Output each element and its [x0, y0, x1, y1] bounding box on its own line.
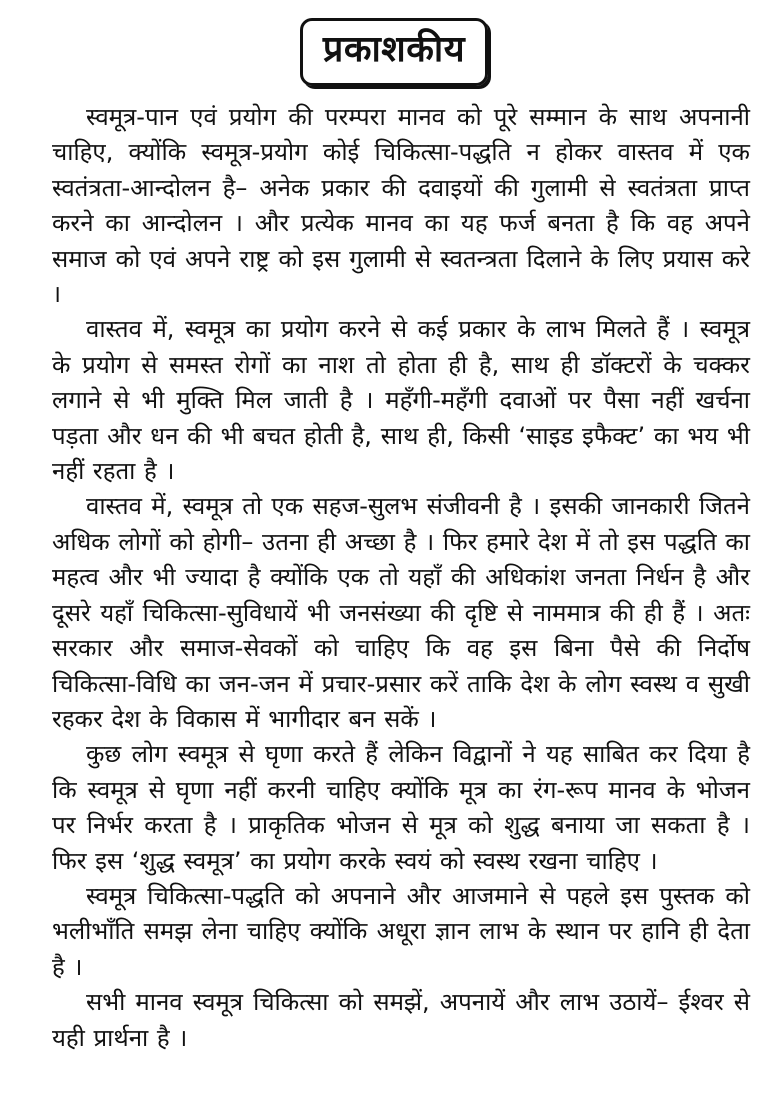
paragraph-2: वास्तव में, स्वमूत्र का प्रयोग करने से कई प्रकार के लाभ मिलते हैं । स्वमूत्र के प्रयोग से समस्त रोगों का नाश तो होता ही है, साथ ही डॉक्टरों के चक्कर लगाने से भी मुक्ति मिल जाती है । महँगी-महँगी दवाओं पर पैसा नहीं खर्चना पड़ता और धन की भी बचत होती है, साथ ही, किसी ‘साइड इफैक्ट’ का भय भी नहीं रहता है ।: [52, 315, 750, 486]
body-text: [52, 100, 750, 1056]
title-wrapper: [52, 18, 750, 90]
paragraph-6: सभी मानव स्वमूत्र चिकित्सा को समझें, अपनायें और लाभ उठायें– ईश्वर से यही प्रार्थना है ।: [52, 988, 750, 1052]
paragraph-3: वास्तव में, स्वमूत्र तो एक सहज-सुलभ संजीवनी है । इसकी जानकारी जितने अधिक लोगों को होगी– उतना ही अच्छा है । फिर हमारे देश में तो इस पद्धति का महत्व और भी ज्यादा है क्योंकि एक तो यहाँ की अधिकांश जनता निर्धन है और दूसरे यहाँ चिकित्सा-सुविधायें भी जनसंख्या की दृष्टि से नाममात्र की ही हैं । अतः सरकार और समाज-सेवकों को चाहिए कि वह इस बिना पैसे की निर्दोष चिकित्सा-विधि का जन-जन में प्रचार-प्रसार करें ताकि देश के लोग स्वस्थ व सुखी रहकर देश के विकास में भागीदार बन सकें ।: [52, 492, 750, 733]
paragraph-4: कुछ लोग स्वमूत्र से घृणा करते हैं लेकिन विद्वानों ने यह साबित कर दिया है कि स्वमूत्र से घृणा नहीं करनी चाहिए क्योंकि मूत्र का रंग-रूप मानव के भोजन पर निर्भर करता है । प्राकृतिक भोजन से मूत्र को शुद्ध बनाया जा सकता है । फिर इस ‘शुद्ध स्वमूत्र’ का प्रयोग करके स्वयं को स्वस्थ रखना चाहिए ।: [52, 740, 750, 875]
page-title: प्रकाशकीय: [300, 18, 488, 86]
paragraph-5: स्वमूत्र चिकित्सा-पद्धति को अपनाने और आजमाने से पहले इस पुस्तक को भलीभाँति समझ लेना चाहिए क्योंकि अधूरा ज्ञान लाभ के स्थान पर हानि ही देता है ।: [52, 881, 750, 981]
paragraph-1: स्वमूत्र-पान एवं प्रयोग की परम्परा मानव को पूरे सम्मान के साथ अपनानी चाहिए, क्योंकि स्वमूत्र-प्रयोग कोई चिकित्सा-पद्धति न होकर वास्तव में एक स्वतंत्रता-आन्दोलन है– अनेक प्रकार की दवाइयों की गुलामी से स्वतंत्रता प्राप्त करने का आन्दोलन । और प्रत्येक मानव का यह फर्ज बनता है कि वह अपने समाज को एवं अपने राष्ट्र को इस गुलामी से स्वतन्त्रता दिलाने के लिए प्रयास करे ।: [52, 103, 750, 309]
